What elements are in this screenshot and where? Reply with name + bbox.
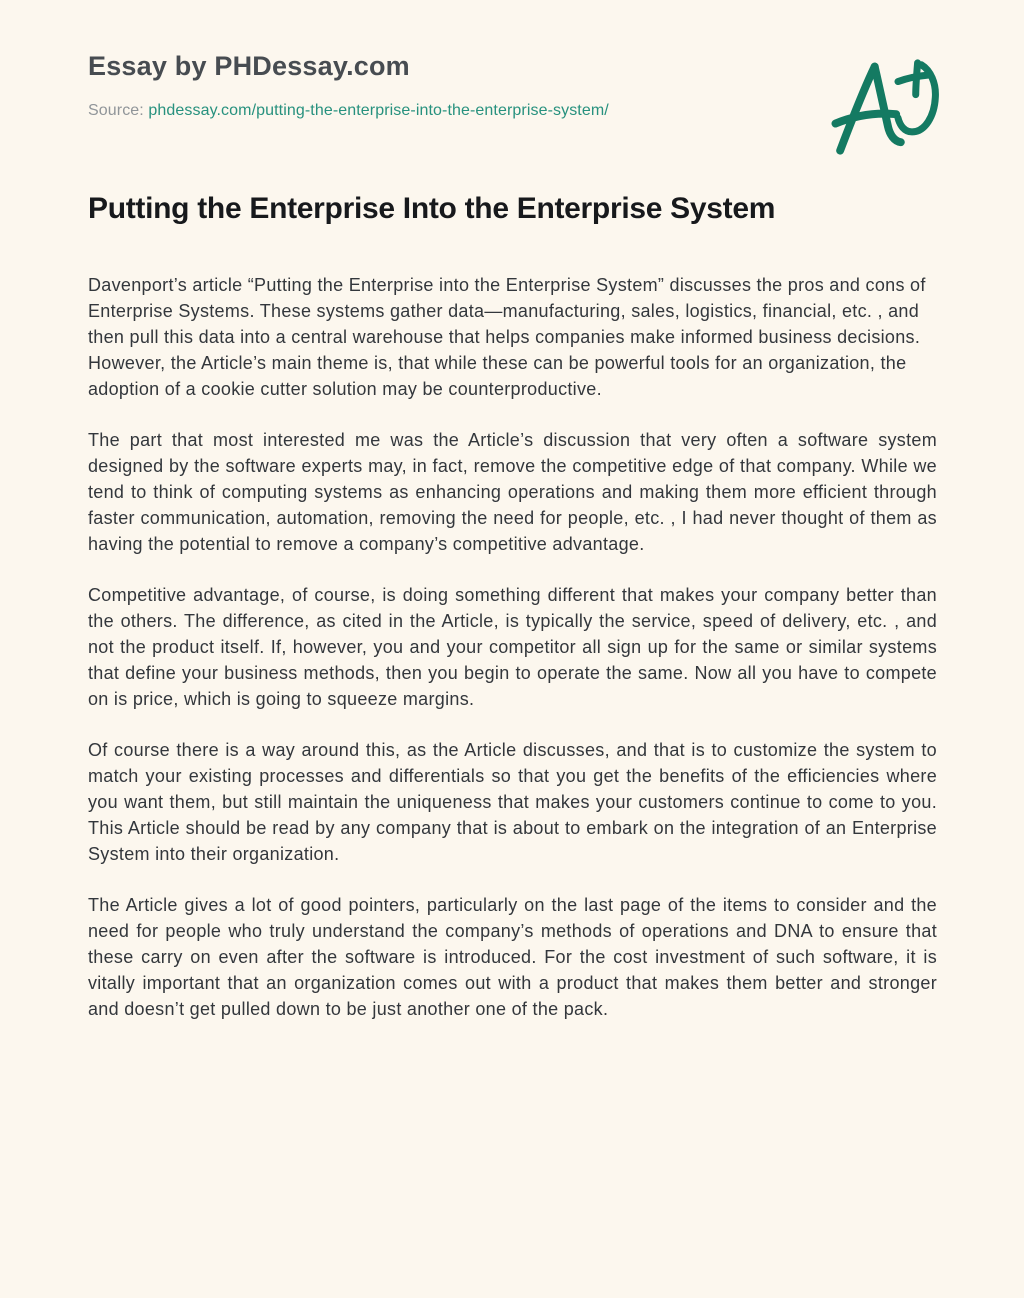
paragraph-4: Of course there is a way around this, as the Article discusses, and that is to customize the system to match your existing processes and differentials so that you get the benefits of the efficiencies where you want them, but still maintain the uniqueness that makes your customers continue to come to you. This Article should be read by any company that is about to embark on the integration of an Enterprise System into their organization.	[88, 739, 937, 864]
source-label: Source:	[88, 102, 144, 120]
article-body	[88, 272, 937, 1022]
site-title: Essay by PHDessay.com	[88, 51, 410, 81]
paragraph-2: The part that most interested me was the Article’s discussion that very often a software system designed by the software experts may, in fact, remove the competitive edge of that company. While we tend to think of computing systems as enhancing operations and making them more efficient through faster communication, automation, removing the need for people, etc. , I had never thought of them as having the potential to remove a company’s competitive advantage.	[88, 429, 937, 554]
source-line	[88, 102, 937, 120]
source-url-link[interactable]: phdessay.com/putting-the-enterprise-into-the-enterprise-system/	[148, 102, 609, 120]
article-title: Putting the Enterprise Into the Enterprise System	[88, 192, 776, 226]
paragraph-1: Davenport’s article “Putting the Enterprise into the Enterprise System” discusses the pros and cons of Enterprise Systems. These systems gather data—manufacturing, sales, logistics, financial, etc. , and then pull this data into a central warehouse that helps companies make informed business decisions. However, the Article’s main theme is, that while these can be powerful tools for an organization, the adoption of a cookie cutter solution may be counterproductive.	[88, 274, 926, 399]
paragraph-5: The Article gives a lot of good pointers, particularly on the last page of the items to consider and the need for people who truly understand the company’s methods of operations and DNA to ensure that these carry on even after the software is introduced. For the cost investment of such software, it is vitally important that an organization comes out with a product that makes them better and stronger and doesn’t get pulled down to be just another one of the pack.	[88, 894, 937, 1019]
paragraph-3: Competitive advantage, of course, is doing something different that makes your company better than the others. The difference, as cited in the Article, is typically the service, speed of delivery, etc. , and not the product itself. If, however, you and your competitor all sign up for the same or similar systems that define your business methods, then you begin to operate the same. Now all you have to compete on is price, which is going to squeeze margins.	[88, 584, 937, 709]
phdessay-a-plus-logo-icon	[828, 55, 940, 165]
document-header	[88, 50, 937, 120]
